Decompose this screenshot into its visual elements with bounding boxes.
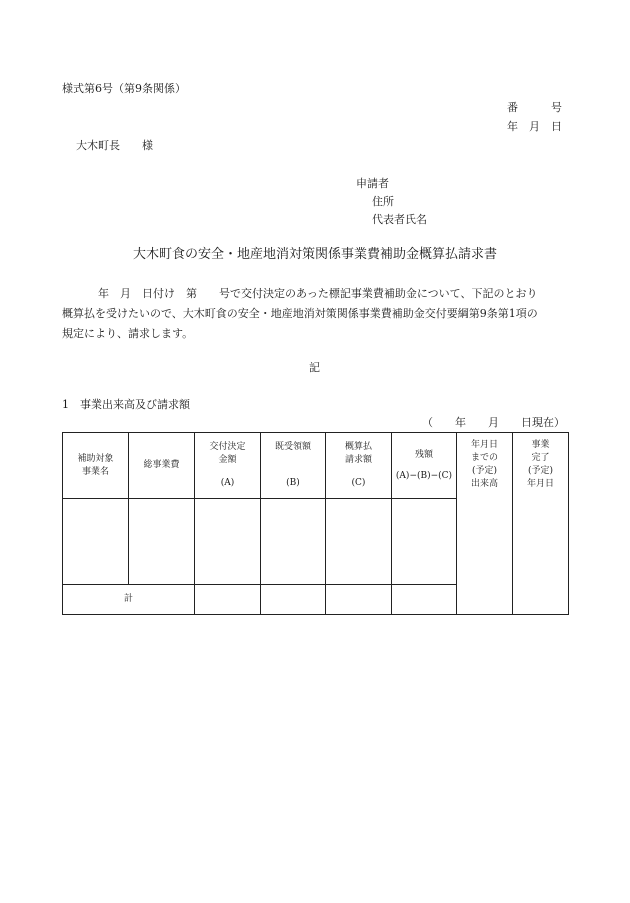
applicant-label: 申請者	[356, 177, 389, 190]
table-cell[interactable]	[63, 499, 129, 585]
table-cell[interactable]	[261, 499, 326, 585]
col-request-amount-line2: 請求額	[344, 455, 372, 465]
ki-label: 記	[309, 361, 320, 374]
col-request-amount-line1: 概算払	[344, 442, 372, 452]
as-of-date: （ 年 月 日現在）	[422, 416, 565, 429]
body-paragraph	[62, 284, 568, 344]
col-progress-line3: (予定)	[471, 466, 498, 476]
applicant-address-label: 住所	[372, 195, 394, 208]
table-cell[interactable]	[261, 585, 326, 615]
col-received	[261, 433, 326, 499]
col-balance	[392, 433, 457, 499]
col-request-amount-sub: (C)	[351, 478, 366, 488]
request-table	[62, 432, 569, 615]
col-progress-line1: 年月日	[470, 440, 498, 450]
document-title: 大木町食の安全・地産地消対策関係事業費補助金概算払請求書	[132, 247, 497, 262]
table-cell[interactable]	[326, 585, 392, 615]
section-heading: 1 事業出来高及び請求額	[62, 398, 190, 411]
col-progress-line4: 出来高	[470, 479, 498, 489]
col-completion	[513, 433, 569, 615]
col-total-cost-label: 総事業費	[143, 460, 180, 470]
table-cell[interactable]	[195, 585, 261, 615]
col-project-name-line2: 事業名	[81, 466, 109, 477]
col-request-amount	[326, 433, 392, 499]
table-cell[interactable]	[392, 585, 457, 615]
col-balance-label: 残額	[414, 449, 433, 460]
form-number: 様式第6号（第9条関係）	[62, 82, 186, 95]
body-line-1: 年 月 日付け 第 号で交付決定のあった標記事業費補助金について、下記のとおり	[98, 287, 538, 300]
table-cell[interactable]	[129, 499, 195, 585]
col-completion-line2: 完了	[531, 453, 550, 463]
total-label: 計	[123, 594, 133, 604]
col-grant-amount-sub: (A)	[220, 478, 235, 488]
addressee: 大木町長 様	[76, 139, 153, 152]
number-label: 番 号	[507, 101, 562, 114]
col-completion-line4: 年月日	[526, 479, 554, 489]
col-project-name-line1: 補助対象	[77, 453, 114, 464]
table-cell[interactable]	[392, 499, 457, 585]
col-project-name	[63, 433, 129, 499]
col-progress	[457, 433, 513, 615]
table-header-row	[63, 433, 569, 499]
col-grant-amount	[195, 433, 261, 499]
col-completion-line3: (予定)	[527, 466, 554, 476]
applicant-representative-label: 代表者氏名	[372, 213, 427, 226]
col-received-sub: (B)	[286, 478, 300, 488]
col-balance-sub: (A)−(B)−(C)	[395, 470, 453, 481]
total-label-cell	[63, 585, 195, 615]
col-grant-amount-line2: 金額	[218, 455, 237, 465]
col-received-label: 既受領額	[274, 442, 311, 452]
body-line-2: 概算払を受けたいので、大木町食の安全・地産地消対策関係事業費補助金交付要綱第9条第1項の	[62, 307, 538, 320]
body-line-3: 規定により、請求します。	[62, 327, 194, 340]
col-grant-amount-line1: 交付決定	[209, 442, 246, 452]
table-cell[interactable]	[195, 499, 261, 585]
table-cell[interactable]	[326, 499, 392, 585]
col-progress-line2: までの	[470, 453, 498, 463]
date-label: 年 月 日	[507, 120, 562, 133]
col-completion-line1: 事業	[531, 440, 550, 450]
col-total-cost	[129, 433, 195, 499]
